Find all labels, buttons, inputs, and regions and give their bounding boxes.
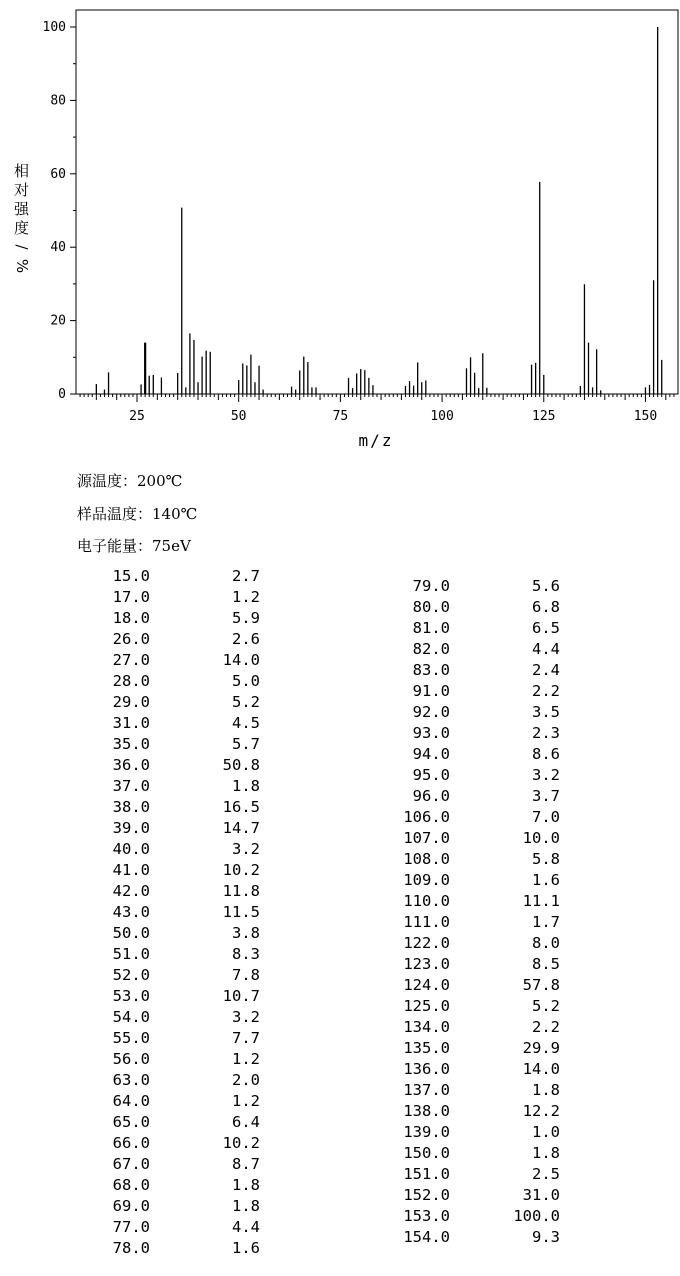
intensity-value: 3.8	[232, 924, 260, 942]
mz-value: 28.0	[112, 672, 150, 690]
source-temperature: 源温度：200℃	[77, 472, 183, 490]
mz-value: 122.0	[403, 934, 450, 952]
mz-value: 82.0	[412, 640, 450, 658]
intensity-value: 8.0	[532, 934, 560, 952]
mz-value: 77.0	[112, 1218, 150, 1236]
mz-value: 66.0	[112, 1134, 150, 1152]
mz-value: 36.0	[112, 756, 150, 774]
intensity-value: 100.0	[513, 1207, 560, 1225]
intensity-value: 8.7	[232, 1155, 260, 1173]
mz-value: 95.0	[412, 766, 450, 784]
table-row	[70, 1134, 270, 1155]
table-row	[70, 861, 270, 882]
mz-value: 79.0	[412, 577, 450, 595]
intensity-value: 12.2	[522, 1102, 560, 1120]
mz-value: 106.0	[403, 808, 450, 826]
mz-value: 110.0	[403, 892, 450, 910]
table-row	[368, 1123, 568, 1144]
table-row	[368, 1039, 568, 1060]
intensity-value: 5.7	[232, 735, 260, 753]
mass-spectrum-chart	[0, 0, 680, 460]
table-row	[70, 1155, 270, 1176]
table-row	[70, 777, 270, 798]
y-axis-label-char: 对	[14, 181, 30, 199]
mz-value: 53.0	[112, 987, 150, 1005]
table-row	[368, 724, 568, 745]
intensity-value: 7.7	[232, 1029, 260, 1047]
table-row	[70, 798, 270, 819]
mz-value: 69.0	[112, 1197, 150, 1215]
table-row	[70, 966, 270, 987]
plot-frame	[76, 10, 678, 394]
table-row	[70, 651, 270, 672]
x-tick-label: 75	[332, 409, 349, 424]
intensity-value: 8.6	[532, 745, 560, 763]
table-row	[368, 619, 568, 640]
intensity-value: 1.2	[232, 1092, 260, 1110]
mz-value: 94.0	[412, 745, 450, 763]
table-row	[368, 913, 568, 934]
table-row	[368, 976, 568, 997]
mz-value: 111.0	[403, 913, 450, 931]
intensity-value: 14.7	[222, 819, 260, 837]
table-row	[368, 1228, 568, 1249]
intensity-value: 3.7	[532, 787, 560, 805]
intensity-value: 7.0	[532, 808, 560, 826]
intensity-value: 5.2	[232, 693, 260, 711]
mz-value: 154.0	[403, 1228, 450, 1246]
intensity-value: 2.6	[232, 630, 260, 648]
intensity-value: 4.4	[532, 640, 560, 658]
mz-value: 107.0	[403, 829, 450, 847]
mz-value: 40.0	[112, 840, 150, 858]
mz-value: 108.0	[403, 850, 450, 868]
table-row	[368, 1144, 568, 1165]
intensity-value: 10.2	[222, 1134, 260, 1152]
mz-value: 138.0	[403, 1102, 450, 1120]
intensity-value: 5.8	[532, 850, 560, 868]
mz-value: 41.0	[112, 861, 150, 879]
x-tick-label: 25	[129, 409, 145, 424]
intensity-value: 7.8	[232, 966, 260, 984]
mz-value: 43.0	[112, 903, 150, 921]
intensity-value: 3.2	[532, 766, 560, 784]
mz-value: 80.0	[412, 598, 450, 616]
intensity-value: 1.2	[232, 1050, 260, 1068]
table-row	[368, 934, 568, 955]
table-row	[70, 945, 270, 966]
x-axis-label: m/z	[358, 431, 394, 450]
mz-value: 137.0	[403, 1081, 450, 1099]
y-tick-label: 100	[42, 20, 66, 35]
table-row	[368, 661, 568, 682]
table-row	[70, 1071, 270, 1092]
intensity-value: 1.8	[232, 1176, 260, 1194]
mz-value: 64.0	[112, 1092, 150, 1110]
table-row	[368, 1207, 568, 1228]
peak-bars	[96, 27, 661, 394]
y-tick-label: 80	[50, 93, 66, 109]
mz-value: 17.0	[112, 588, 150, 606]
x-tick-label: 50	[230, 409, 247, 424]
table-row	[70, 1008, 270, 1029]
mz-value: 125.0	[403, 997, 450, 1015]
y-axis-label-char: 强	[14, 200, 30, 218]
intensity-value: 3.2	[232, 1008, 260, 1026]
table-row	[368, 808, 568, 829]
table-row	[368, 1081, 568, 1102]
intensity-value: 5.9	[232, 609, 260, 627]
intensity-value: 6.4	[232, 1113, 260, 1131]
mz-value: 139.0	[403, 1123, 450, 1141]
mz-value: 92.0	[412, 703, 450, 721]
table-row	[368, 640, 568, 661]
table-row	[70, 1092, 270, 1113]
table-row	[368, 1102, 568, 1123]
y-axis-label-char: 相	[14, 162, 30, 180]
mz-value: 91.0	[412, 682, 450, 700]
mz-value: 68.0	[112, 1176, 150, 1194]
mz-value: 51.0	[112, 945, 150, 963]
intensity-value: 5.2	[532, 997, 560, 1015]
intensity-value: 1.8	[532, 1144, 560, 1162]
mz-value: 52.0	[112, 966, 150, 984]
intensity-value: 3.5	[532, 703, 560, 721]
intensity-value: 8.3	[232, 945, 260, 963]
intensity-value: 16.5	[222, 798, 260, 816]
mz-value: 151.0	[403, 1165, 450, 1183]
x-tick-label: 125	[532, 409, 556, 424]
mz-value: 96.0	[412, 787, 450, 805]
mz-value: 78.0	[112, 1239, 150, 1257]
table-row	[70, 1176, 270, 1197]
table-row	[368, 787, 568, 808]
table-row	[368, 1165, 568, 1186]
peak-table-right	[368, 577, 568, 1249]
intensity-value: 2.3	[532, 724, 560, 742]
table-row	[368, 955, 568, 976]
y-axis-label-char: %	[13, 258, 31, 274]
intensity-value: 1.0	[532, 1123, 560, 1141]
table-row	[368, 1186, 568, 1207]
mz-value: 93.0	[412, 724, 450, 742]
intensity-value: 31.0	[522, 1186, 560, 1204]
mz-value: 31.0	[112, 714, 150, 732]
table-row	[70, 1197, 270, 1218]
intensity-value: 8.5	[532, 955, 560, 973]
mz-value: 135.0	[403, 1039, 450, 1057]
table-row	[70, 756, 270, 777]
table-row	[70, 588, 270, 609]
mz-value: 83.0	[412, 661, 450, 679]
x-tick-label: 100	[430, 409, 454, 424]
y-tick-label: 40	[50, 240, 66, 256]
intensity-value: 1.8	[532, 1081, 560, 1099]
table-row	[70, 924, 270, 945]
mz-value: 56.0	[112, 1050, 150, 1068]
mz-value: 63.0	[112, 1071, 150, 1089]
intensity-value: 2.2	[532, 1018, 560, 1036]
intensity-value: 1.7	[532, 913, 560, 931]
intensity-value: 11.1	[522, 892, 560, 910]
mz-value: 81.0	[412, 619, 450, 637]
table-row	[368, 850, 568, 871]
table-row	[70, 693, 270, 714]
table-row	[368, 577, 568, 598]
intensity-value: 9.3	[532, 1228, 560, 1246]
intensity-value: 2.0	[232, 1071, 260, 1089]
table-row	[368, 1018, 568, 1039]
mz-value: 38.0	[112, 798, 150, 816]
intensity-value: 14.0	[522, 1060, 560, 1078]
intensity-value: 1.6	[532, 871, 560, 889]
table-row	[70, 567, 270, 588]
mz-value: 109.0	[403, 871, 450, 889]
plot-border	[76, 10, 678, 394]
intensity-value: 1.6	[232, 1239, 260, 1257]
table-row	[70, 1050, 270, 1071]
y-tick-label: 0	[58, 387, 66, 402]
table-row	[368, 703, 568, 724]
mz-value: 26.0	[112, 630, 150, 648]
y-tick-label: 20	[50, 313, 66, 329]
intensity-value: 5.0	[232, 672, 260, 690]
mz-value: 123.0	[403, 955, 450, 973]
y-tick-label: 60	[50, 166, 66, 182]
mz-value: 37.0	[112, 777, 150, 795]
table-row	[70, 1113, 270, 1134]
intensity-value: 10.2	[222, 861, 260, 879]
intensity-value: 6.8	[532, 598, 560, 616]
mz-value: 152.0	[403, 1186, 450, 1204]
table-row	[70, 609, 270, 630]
mz-value: 27.0	[112, 651, 150, 669]
mz-value: 124.0	[403, 976, 450, 994]
table-row	[368, 598, 568, 619]
table-row	[368, 829, 568, 850]
mz-value: 134.0	[403, 1018, 450, 1036]
table-row	[70, 735, 270, 756]
intensity-value: 2.2	[532, 682, 560, 700]
table-row	[368, 766, 568, 787]
mz-value: 153.0	[403, 1207, 450, 1225]
electron-energy: 电子能量：75eV	[77, 537, 191, 555]
peak-table-left	[70, 567, 270, 1260]
intensity-value: 2.5	[532, 1165, 560, 1183]
intensity-value: 1.2	[232, 588, 260, 606]
intensity-value: 57.8	[522, 976, 560, 994]
table-row	[70, 987, 270, 1008]
mz-value: 55.0	[112, 1029, 150, 1047]
intensity-value: 5.6	[532, 577, 560, 595]
mz-value: 15.0	[112, 567, 150, 585]
x-tick-label: 150	[633, 409, 658, 424]
mz-value: 35.0	[112, 735, 150, 753]
mz-value: 50.0	[112, 924, 150, 942]
intensity-value: 1.8	[232, 777, 260, 795]
table-row	[70, 630, 270, 651]
intensity-value: 3.2	[232, 840, 260, 858]
table-row	[70, 1218, 270, 1239]
intensity-value: 10.0	[522, 829, 560, 847]
table-row	[70, 1239, 270, 1260]
table-row	[70, 1029, 270, 1050]
intensity-value: 2.4	[532, 661, 560, 679]
intensity-value: 2.7	[232, 567, 260, 585]
mz-value: 150.0	[403, 1144, 450, 1162]
intensity-value: 6.5	[532, 619, 560, 637]
table-row	[368, 682, 568, 703]
table-row	[70, 840, 270, 861]
mz-value: 42.0	[112, 882, 150, 900]
mz-value: 29.0	[112, 693, 150, 711]
table-row	[70, 714, 270, 735]
intensity-value: 11.8	[222, 882, 260, 900]
intensity-value: 1.8	[232, 1197, 260, 1215]
table-row	[368, 871, 568, 892]
table-row	[368, 1060, 568, 1081]
mz-value: 54.0	[112, 1008, 150, 1026]
x-axis	[80, 394, 674, 424]
y-axis	[43, 20, 76, 402]
intensity-value: 4.4	[232, 1218, 260, 1236]
intensity-value: 10.7	[222, 987, 260, 1005]
mz-value: 136.0	[403, 1060, 450, 1078]
table-row	[70, 903, 270, 924]
intensity-value: 4.5	[232, 714, 260, 732]
intensity-value: 29.9	[522, 1039, 560, 1057]
intensity-value: 14.0	[222, 651, 260, 669]
y-axis-label-char: /	[13, 244, 31, 250]
y-axis-label-char: 度	[14, 219, 30, 237]
table-row	[70, 672, 270, 693]
table-row	[368, 892, 568, 913]
mz-value: 18.0	[112, 609, 150, 627]
mz-value: 65.0	[112, 1113, 150, 1131]
intensity-value: 50.8	[222, 756, 260, 774]
mz-value: 67.0	[112, 1155, 150, 1173]
intensity-value: 11.5	[222, 903, 260, 921]
table-row	[368, 745, 568, 766]
table-row	[368, 997, 568, 1018]
sample-temperature: 样品温度：140℃	[77, 505, 198, 523]
table-row	[70, 882, 270, 903]
mz-value: 39.0	[112, 819, 150, 837]
table-row	[70, 819, 270, 840]
